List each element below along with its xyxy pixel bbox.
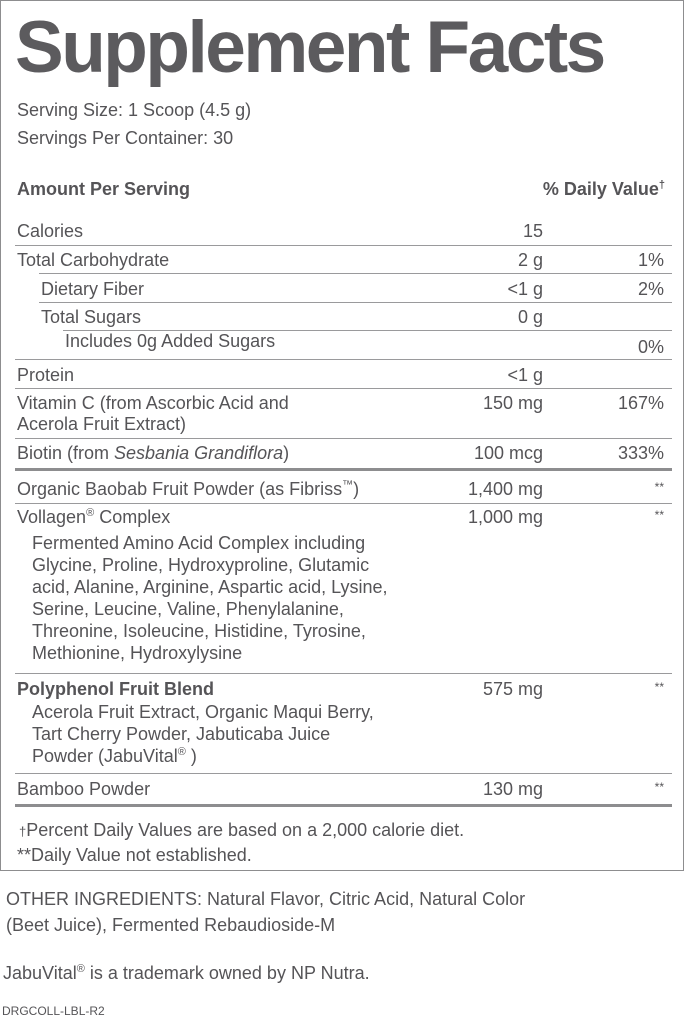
row-biotin-dv: 333% bbox=[617, 443, 664, 463]
row-baobab-amount: 1,400 mg bbox=[467, 479, 543, 499]
row-vollagen-amount: 1,000 mg bbox=[467, 507, 543, 527]
panel-title: Supplement Facts bbox=[15, 7, 604, 88]
row-vollagen-name: Vollagen® Complex bbox=[17, 507, 171, 527]
row-calories-name: Calories bbox=[17, 221, 84, 241]
other-ingredients: OTHER INGREDIENTS: Natural Flavor, Citric Acid, Natural Color (Beet Juice), Fermented Rebaudioside-M bbox=[6, 889, 526, 935]
row-vollagen-dv: ** bbox=[654, 508, 664, 522]
divider bbox=[39, 273, 672, 274]
row-added-sugars-name: Includes 0g Added Sugars bbox=[65, 331, 276, 351]
row-added-sugars-dv: 0% bbox=[637, 337, 664, 357]
row-fiber-name: Dietary Fiber bbox=[41, 279, 145, 299]
row-sugars-name: Total Sugars bbox=[41, 307, 142, 327]
row-calories-amount: 15 bbox=[522, 221, 543, 241]
divider bbox=[15, 388, 672, 389]
divider bbox=[39, 302, 672, 303]
thick-divider bbox=[15, 468, 672, 471]
serving-size: Serving Size: 1 Scoop (4.5 g) bbox=[17, 100, 252, 120]
row-protein-name: Protein bbox=[17, 365, 75, 385]
divider bbox=[15, 773, 672, 774]
row-protein-amount: <1 g bbox=[507, 365, 543, 385]
thick-divider bbox=[15, 804, 672, 807]
divider bbox=[15, 245, 672, 246]
row-vollagen-detail: Fermented Amino Acid Complex including Glycine, Proline, Hydroxyproline, Glutamic acid, Alanine, Arginine, Aspartic acid, Lysine, Serine, Leucine, Valine, Phenylalanine, Threonine, Isoleucine, Histidine, Tyrosine, Methionine, Hydroxylysine bbox=[32, 533, 388, 663]
footnote-not-established: **Daily Value not established. bbox=[17, 845, 252, 865]
daily-value-header: % Daily Value† bbox=[542, 179, 665, 199]
row-vitamin-c-name-line2: Acerola Fruit Extract) bbox=[17, 414, 187, 434]
footnote-percent: †Percent Daily Values are based on a 2,000 calorie diet. bbox=[19, 820, 465, 840]
servings-per-container: Servings Per Container: 30 bbox=[17, 128, 234, 148]
divider bbox=[15, 438, 672, 439]
row-polyphenol-amount: 575 mg bbox=[482, 679, 543, 699]
row-baobab-name: Organic Baobab Fruit Powder (as Fibriss™) bbox=[17, 479, 360, 499]
amount-per-serving-header: Amount Per Serving bbox=[17, 179, 191, 199]
row-biotin-name: Biotin (from Sesbania Grandiflora) bbox=[17, 443, 290, 463]
row-bamboo-amount: 130 mg bbox=[482, 779, 543, 799]
row-bamboo-name: Bamboo Powder bbox=[17, 779, 151, 799]
row-biotin-amount: 100 mcg bbox=[473, 443, 543, 463]
label-code: DRGCOLL-LBL-R2 bbox=[2, 1004, 105, 1018]
row-fiber-dv: 2% bbox=[637, 279, 664, 299]
divider bbox=[15, 673, 672, 674]
trademark-notice: JabuVital® is a trademark owned by NP Nutra. bbox=[3, 963, 370, 983]
row-sugars-amount: 0 g bbox=[517, 307, 543, 327]
row-vitamin-c-dv: 167% bbox=[617, 393, 664, 413]
row-vitamin-c-amount: 150 mg bbox=[482, 393, 543, 413]
row-baobab-dv: ** bbox=[654, 480, 664, 494]
row-vitamin-c-name-line1: Vitamin C (from Ascorbic Acid and bbox=[17, 393, 289, 413]
row-fiber-amount: <1 g bbox=[507, 279, 543, 299]
row-polyphenol-detail: Acerola Fruit Extract, Organic Maqui Berry, Tart Cherry Powder, Jabuticaba Juice Powder (JabuVital® ) bbox=[32, 702, 374, 766]
row-carb-amount: 2 g bbox=[517, 250, 543, 270]
row-polyphenol-dv: ** bbox=[654, 680, 664, 694]
divider bbox=[15, 503, 672, 504]
row-bamboo-dv: ** bbox=[654, 780, 664, 794]
row-carb-name: Total Carbohydrate bbox=[17, 250, 170, 270]
divider bbox=[15, 359, 672, 360]
row-carb-dv: 1% bbox=[637, 250, 664, 270]
row-polyphenol-name: Polyphenol Fruit Blend bbox=[17, 679, 214, 699]
